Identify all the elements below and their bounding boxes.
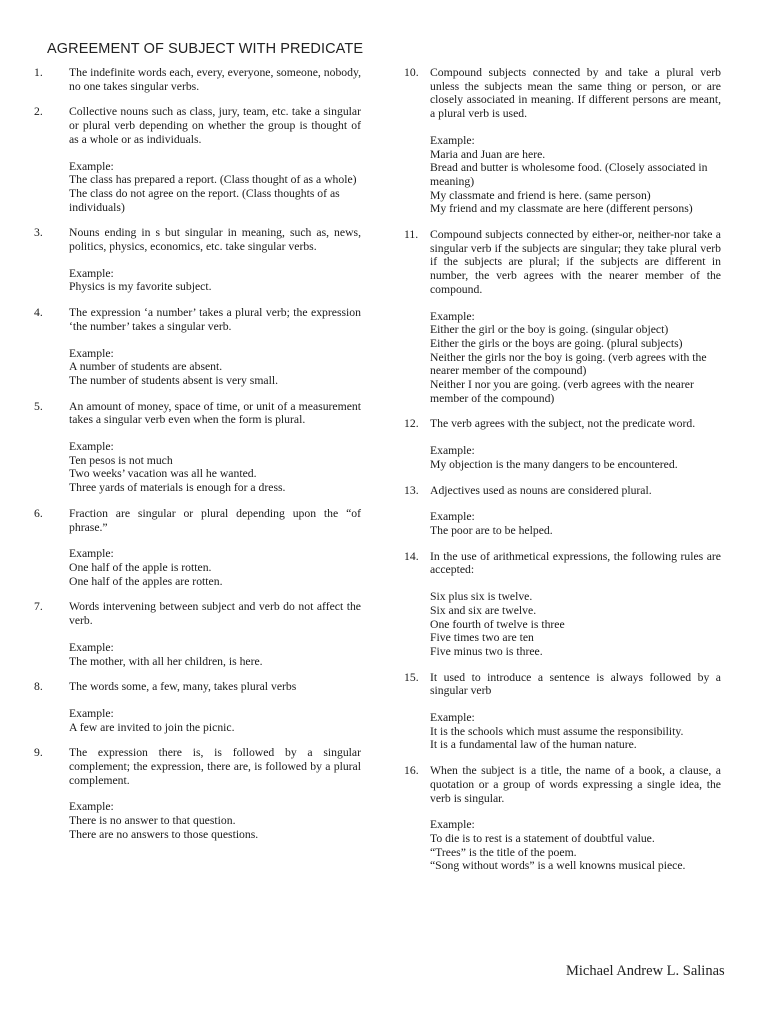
example-sentence: One fourth of twelve is three (430, 617, 565, 631)
rule-body (430, 764, 721, 873)
rule-number: 11. (404, 228, 419, 242)
example-block (69, 800, 361, 841)
example-sentence: The poor are to be helped. (430, 523, 553, 537)
example-sentence: Physics is my favorite subject. (69, 280, 212, 294)
rule-item (404, 228, 721, 405)
rule-text: Compound subjects connected by and take a plural verb unless the subjects mean the same thing or person, or are closely associated in meaning. If different persons are meant, a plural verb is used. (430, 66, 721, 121)
rule-item (34, 226, 361, 294)
example-sentence: My objection is the many dangers to be encountered. (430, 457, 678, 471)
rule-item (404, 550, 721, 659)
example-sentence: My friend and my classmate are here (different persons) (430, 202, 693, 216)
rule-text: Collective nouns such as class, jury, team, etc. take a singular or plural verb depending on whether the group is thought of as a whole or as individuals. (69, 105, 361, 146)
rule-item (404, 417, 721, 471)
rule-number: 5. (34, 399, 43, 413)
example-label: Example: (69, 266, 114, 280)
example-block (69, 707, 361, 734)
example-sentence: A number of students are absent. (69, 360, 223, 374)
rule-body (69, 746, 361, 841)
rule-body (430, 671, 721, 753)
example-label: Example: (69, 800, 114, 814)
example-label: Example: (69, 706, 114, 720)
example-sentence: Bread and butter is wholesome food. (Closely associated in meaning) (430, 161, 708, 188)
example-sentence: Two weeks’ vacation was all he wanted. (69, 467, 257, 481)
example-sentence: The mother, with all her children, is here. (69, 654, 263, 668)
example-sentence: Six and six are twelve. (430, 603, 537, 617)
rule-body (69, 680, 361, 734)
rule-text: An amount of money, space of time, or unit of a measurement takes a singular verb even when the form is plural. (69, 399, 361, 427)
example-sentence: “Song without words” is a well knowns musical piece. (430, 859, 686, 873)
page-title: AGREEMENT OF SUBJECT WITH PREDICATE (47, 41, 364, 57)
right-column (404, 66, 721, 885)
rule-body (69, 400, 361, 495)
rule-number: 6. (34, 506, 43, 520)
example-block (430, 444, 721, 471)
example-block (69, 547, 361, 588)
rule-text: The verb agrees with the subject, not the predicate word. (430, 417, 696, 431)
rule-number: 1. (34, 66, 43, 79)
rule-text: Words intervening between subject and verb do not affect the verb. (69, 600, 361, 628)
rule-item (34, 600, 361, 668)
example-block (69, 440, 361, 495)
example-sentence: Neither I nor you are going. (verb agrees with the nearer member of the compound) (430, 378, 694, 405)
example-sentence: Six plus six is twelve. (430, 590, 533, 604)
example-sentence: My classmate and friend is here. (same person) (430, 188, 651, 202)
rule-number: 10. (404, 66, 419, 79)
rule-item (34, 400, 361, 495)
example-sentence: Maria and Juan are here. (430, 147, 546, 161)
example-sentence: To die is to rest is a statement of doubtful value. (430, 831, 655, 845)
rule-item (34, 105, 361, 214)
rule-text: Nouns ending in s but singular in meaning, such as, news, politics, physics, economics, etc. take singular verbs. (69, 226, 361, 254)
rule-body (69, 66, 361, 93)
example-label: Example: (69, 440, 114, 454)
example-label: Example: (69, 346, 114, 360)
rule-number: 14. (404, 549, 419, 563)
rule-number: 16. (404, 764, 419, 778)
rule-text: The expression there is, is followed by a singular complement; the expression, there are, is followed by a plural complement. (69, 746, 361, 787)
rule-text: The indefinite words each, every, everyone, someone, nobody, no one takes singular verbs. (69, 66, 361, 93)
example-sentence: There are no answers to those questions. (69, 827, 259, 841)
rule-item (404, 764, 721, 873)
example-label: Example: (430, 711, 475, 725)
rule-body (430, 66, 721, 216)
example-label: Example: (69, 547, 114, 561)
example-sentence: The number of students absent is very small. (69, 373, 279, 387)
rule-number: 12. (404, 417, 419, 431)
example-label: Example: (430, 133, 475, 147)
rule-item (404, 66, 721, 216)
rule-number: 15. (404, 670, 419, 684)
rule-item (404, 671, 721, 753)
example-sentence: “Trees” is the title of the poem. (430, 845, 577, 859)
rule-number: 13. (404, 483, 419, 497)
rule-text: The expression ‘a number’ takes a plural verb; the expression ‘the number’ takes a singular verb. (69, 306, 361, 333)
rule-text: Fraction are singular or plural depending upon the “of phrase.” (69, 506, 361, 534)
example-sentence: Ten pesos is not much (69, 453, 173, 467)
rule-text: When the subject is a title, the name of a book, a clause, a quotation or a group of words expressing a single idea, the verb is singular. (430, 764, 721, 805)
rule-text: The words some, a few, many, takes plural verbs (69, 680, 297, 694)
example-block (69, 160, 361, 215)
example-sentence: Three yards of materials is enough for a dress. (69, 481, 286, 495)
rule-number: 3. (34, 226, 43, 240)
rule-body (430, 417, 721, 471)
rule-item (404, 484, 721, 538)
rule-item (34, 746, 361, 841)
rule-text: It used to introduce a sentence is always followed by a singular verb (430, 670, 721, 698)
example-label: Example: (430, 309, 475, 323)
rule-item (34, 66, 361, 93)
rule-body (430, 550, 721, 659)
rule-text: Adjectives used as nouns are considered plural. (430, 483, 652, 497)
example-block (430, 134, 721, 216)
example-sentence: There is no answer to that question. (69, 814, 236, 828)
example-sentence: One half of the apples are rotten. (69, 574, 223, 588)
rule-body (430, 228, 721, 405)
rule-item (34, 306, 361, 388)
example-label: Example: (69, 159, 114, 173)
rule-number: 8. (34, 680, 43, 694)
example-sentence: The class has prepared a report. (Class thought of as a whole) (69, 173, 357, 187)
example-block (430, 711, 721, 752)
example-sentence: One half of the apple is rotten. (69, 560, 212, 574)
rule-item (34, 680, 361, 734)
rule-body (69, 105, 361, 214)
rule-number: 7. (34, 600, 43, 614)
example-label: Example: (430, 444, 475, 458)
rule-body (430, 484, 721, 538)
rule-number: 9. (34, 746, 43, 760)
example-block (430, 310, 721, 406)
example-block (430, 510, 721, 537)
example-sentence: Neither the girls nor the boy is going. (verb agrees with the nearer member of the compound) (430, 350, 707, 378)
rule-number: 4. (34, 306, 43, 320)
example-sentence: Either the girl or the boy is going. (singular object) (430, 323, 669, 337)
rule-text: In the use of arithmetical expressions, the following rules are accepted: (430, 549, 721, 577)
rule-body (69, 226, 361, 294)
example-block (69, 267, 361, 294)
example-label: Example: (69, 640, 114, 654)
example-sentence: A few are invited to join the picnic. (69, 720, 235, 734)
example-block (69, 641, 361, 668)
rule-body (69, 507, 361, 589)
rule-body (69, 306, 361, 388)
example-sentence: It is the schools which must assume the responsibility. (430, 724, 684, 738)
left-column (34, 66, 361, 854)
rule-text: Compound subjects connected by either-or, neither-nor take a singular verb if the subjects are singular; they take plural verb if the subjects are plural; if the subjects are different in number, the verb agrees with the nearer member of the compound. (430, 228, 721, 296)
author-name: Michael Andrew L. Salinas (566, 963, 725, 979)
example-sentence: Five times two are ten (430, 631, 534, 645)
rule-number: 2. (34, 105, 43, 119)
example-block (430, 590, 721, 659)
rule-item (34, 507, 361, 589)
example-sentence: Five minus two is three. (430, 644, 543, 658)
example-block (69, 347, 361, 388)
example-sentence: Either the girls or the boys are going. (plural subjects) (430, 336, 683, 350)
example-sentence: It is a fundamental law of the human nature. (430, 738, 637, 752)
example-sentence: The class do not agree on the report. (Class thoughts of as individuals) (69, 186, 340, 214)
example-block (430, 818, 721, 873)
rule-body (69, 600, 361, 668)
example-label: Example: (430, 510, 475, 524)
example-label: Example: (430, 818, 475, 832)
